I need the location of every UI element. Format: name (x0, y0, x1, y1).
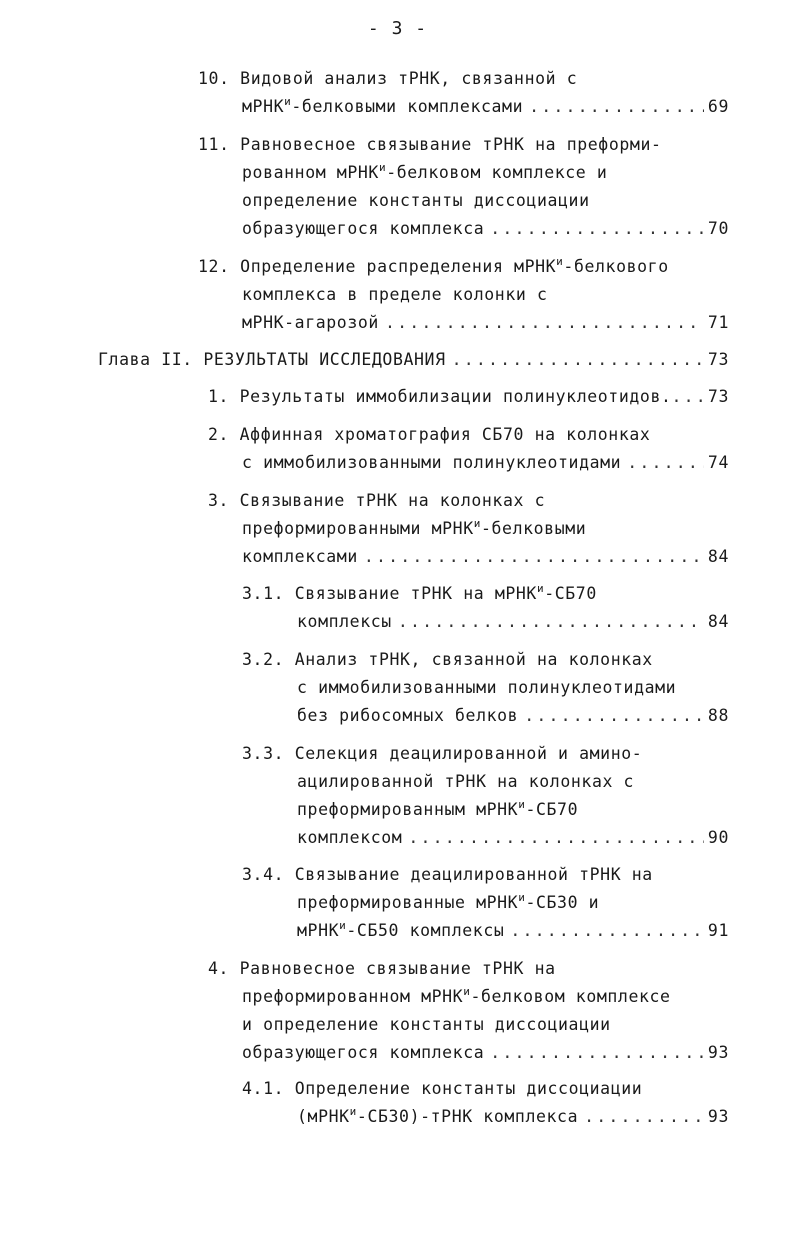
toc-entry-number: 4. Равновесное связывание тРНК на (208, 959, 556, 978)
toc-page-number: 73 (707, 350, 729, 369)
toc-entry-number: 3.4. Связывание деацилированной тРНК на (242, 865, 653, 884)
toc-entry-line: определение константы диссоциации (242, 191, 590, 210)
toc-entry-line: ацилированной тРНК на колонках с (297, 772, 635, 791)
toc-entry-last-line: комплексами ..... 84 (242, 544, 729, 570)
leader-dots (627, 450, 704, 476)
toc-entry-number: 3.2. Анализ тРНК, связанной на колонках (242, 650, 653, 669)
toc-entry-last-line: образующегося комплекса ..... 70 (242, 216, 729, 242)
leader-dots (490, 1040, 704, 1066)
leader-dots (452, 347, 704, 373)
toc-entry-number: 3.3. Селекция деацилированной и амино- (242, 744, 643, 763)
toc-entry-last-line: с иммобилизованными полинуклеотидами ..... 74 (242, 450, 729, 476)
leader-dots (529, 94, 704, 120)
toc-entry-last-line: мРНК$^и$-белковыми комплексами ..... 69 (242, 94, 729, 120)
toc-entry-last-line: образующегося комплекса ..... 93 (242, 1040, 729, 1066)
toc-page-number: 91 (707, 921, 729, 940)
toc-entry-last-line: мРНК$^и$-СБ50 комплексы ..... 91 (297, 918, 729, 944)
toc-entry-last-line: без рибосомных белков ..... 88 (297, 703, 729, 729)
leader-dots (408, 825, 704, 851)
page-number: - 3 - (367, 18, 428, 39)
toc-entry-last-line: (мРНК$^и$-СБ30)-тРНК комплекса ..... 93 (297, 1104, 729, 1130)
toc-entry-line: преформированные мРНК$^и$-СБ30 и (297, 891, 600, 912)
toc-entry-line: преформированными мРНК$^и$-белковыми (242, 517, 587, 538)
toc-entry-line: комплекса в пределе колонки с (242, 285, 548, 304)
toc-page-number: 69 (707, 97, 729, 116)
toc-page-number: 84 (707, 612, 729, 631)
toc-entry-last-line: мРНК-агарозой ..... 71 (242, 310, 729, 336)
toc-entry-number: 10. Видовой анализ тРНК, связанной с (198, 69, 578, 88)
toc-entry-line: рованном мРНК$^и$-белковом комплексе и (242, 161, 608, 182)
leader-dots (584, 1104, 704, 1130)
leader-dots (672, 384, 704, 410)
toc-entry-last-line: комплексы ..... 84 (297, 609, 729, 635)
toc-entry-line: и определение константы диссоциации (242, 1015, 611, 1034)
leader-dots (398, 609, 704, 635)
toc-page-number: 88 (707, 706, 729, 725)
leader-dots (524, 703, 704, 729)
toc-entry-line: преформированном мРНК$^и$-белковом комплексе (242, 985, 671, 1006)
toc-entry-number: 4.1. Определение константы диссоциации (242, 1079, 643, 1098)
toc-page-number: 70 (707, 219, 729, 238)
toc-entry-number: 12. Определение распределения мРНК$^и$-белкового (198, 255, 669, 276)
chapter-heading: Глава II. РЕЗУЛЬТАТЫ ИССЛЕДОВАНИЯ ..... 73 (98, 347, 729, 373)
leader-dots (364, 544, 704, 570)
leader-dots (385, 310, 704, 336)
leader-dots (510, 918, 704, 944)
toc-page-number: 71 (707, 313, 729, 332)
toc-page-number: 74 (707, 453, 729, 472)
leader-dots (490, 216, 704, 242)
toc-entry-number: 3. Связывание тРНК на колонках с (208, 491, 546, 510)
toc-entry-number: 3.1. Связывание тРНК на мРНК$^и$-СБ70 (242, 582, 597, 603)
toc-entry-number: 2. Аффинная хроматография СБ70 на колонках (208, 425, 651, 444)
toc-entry-last-line: 1. Результаты иммобилизации полинуклеотидов. ..... 73 (208, 384, 729, 410)
toc-entry-line: с иммобилизованными полинуклеотидами (297, 678, 677, 697)
toc-page-number: 93 (707, 1043, 729, 1062)
toc-page-number: 93 (707, 1107, 729, 1126)
toc-page-number: 90 (707, 828, 729, 847)
toc-entry-last-line: комплексом ..... 90 (297, 825, 729, 851)
toc-page-number: 84 (707, 547, 729, 566)
toc-page-number: 73 (707, 387, 729, 406)
toc-entry-number: 11. Равновесное связывание тРНК на преформи- (198, 135, 662, 154)
toc-entry-line: преформированным мРНК$^и$-СБ70 (297, 798, 579, 819)
